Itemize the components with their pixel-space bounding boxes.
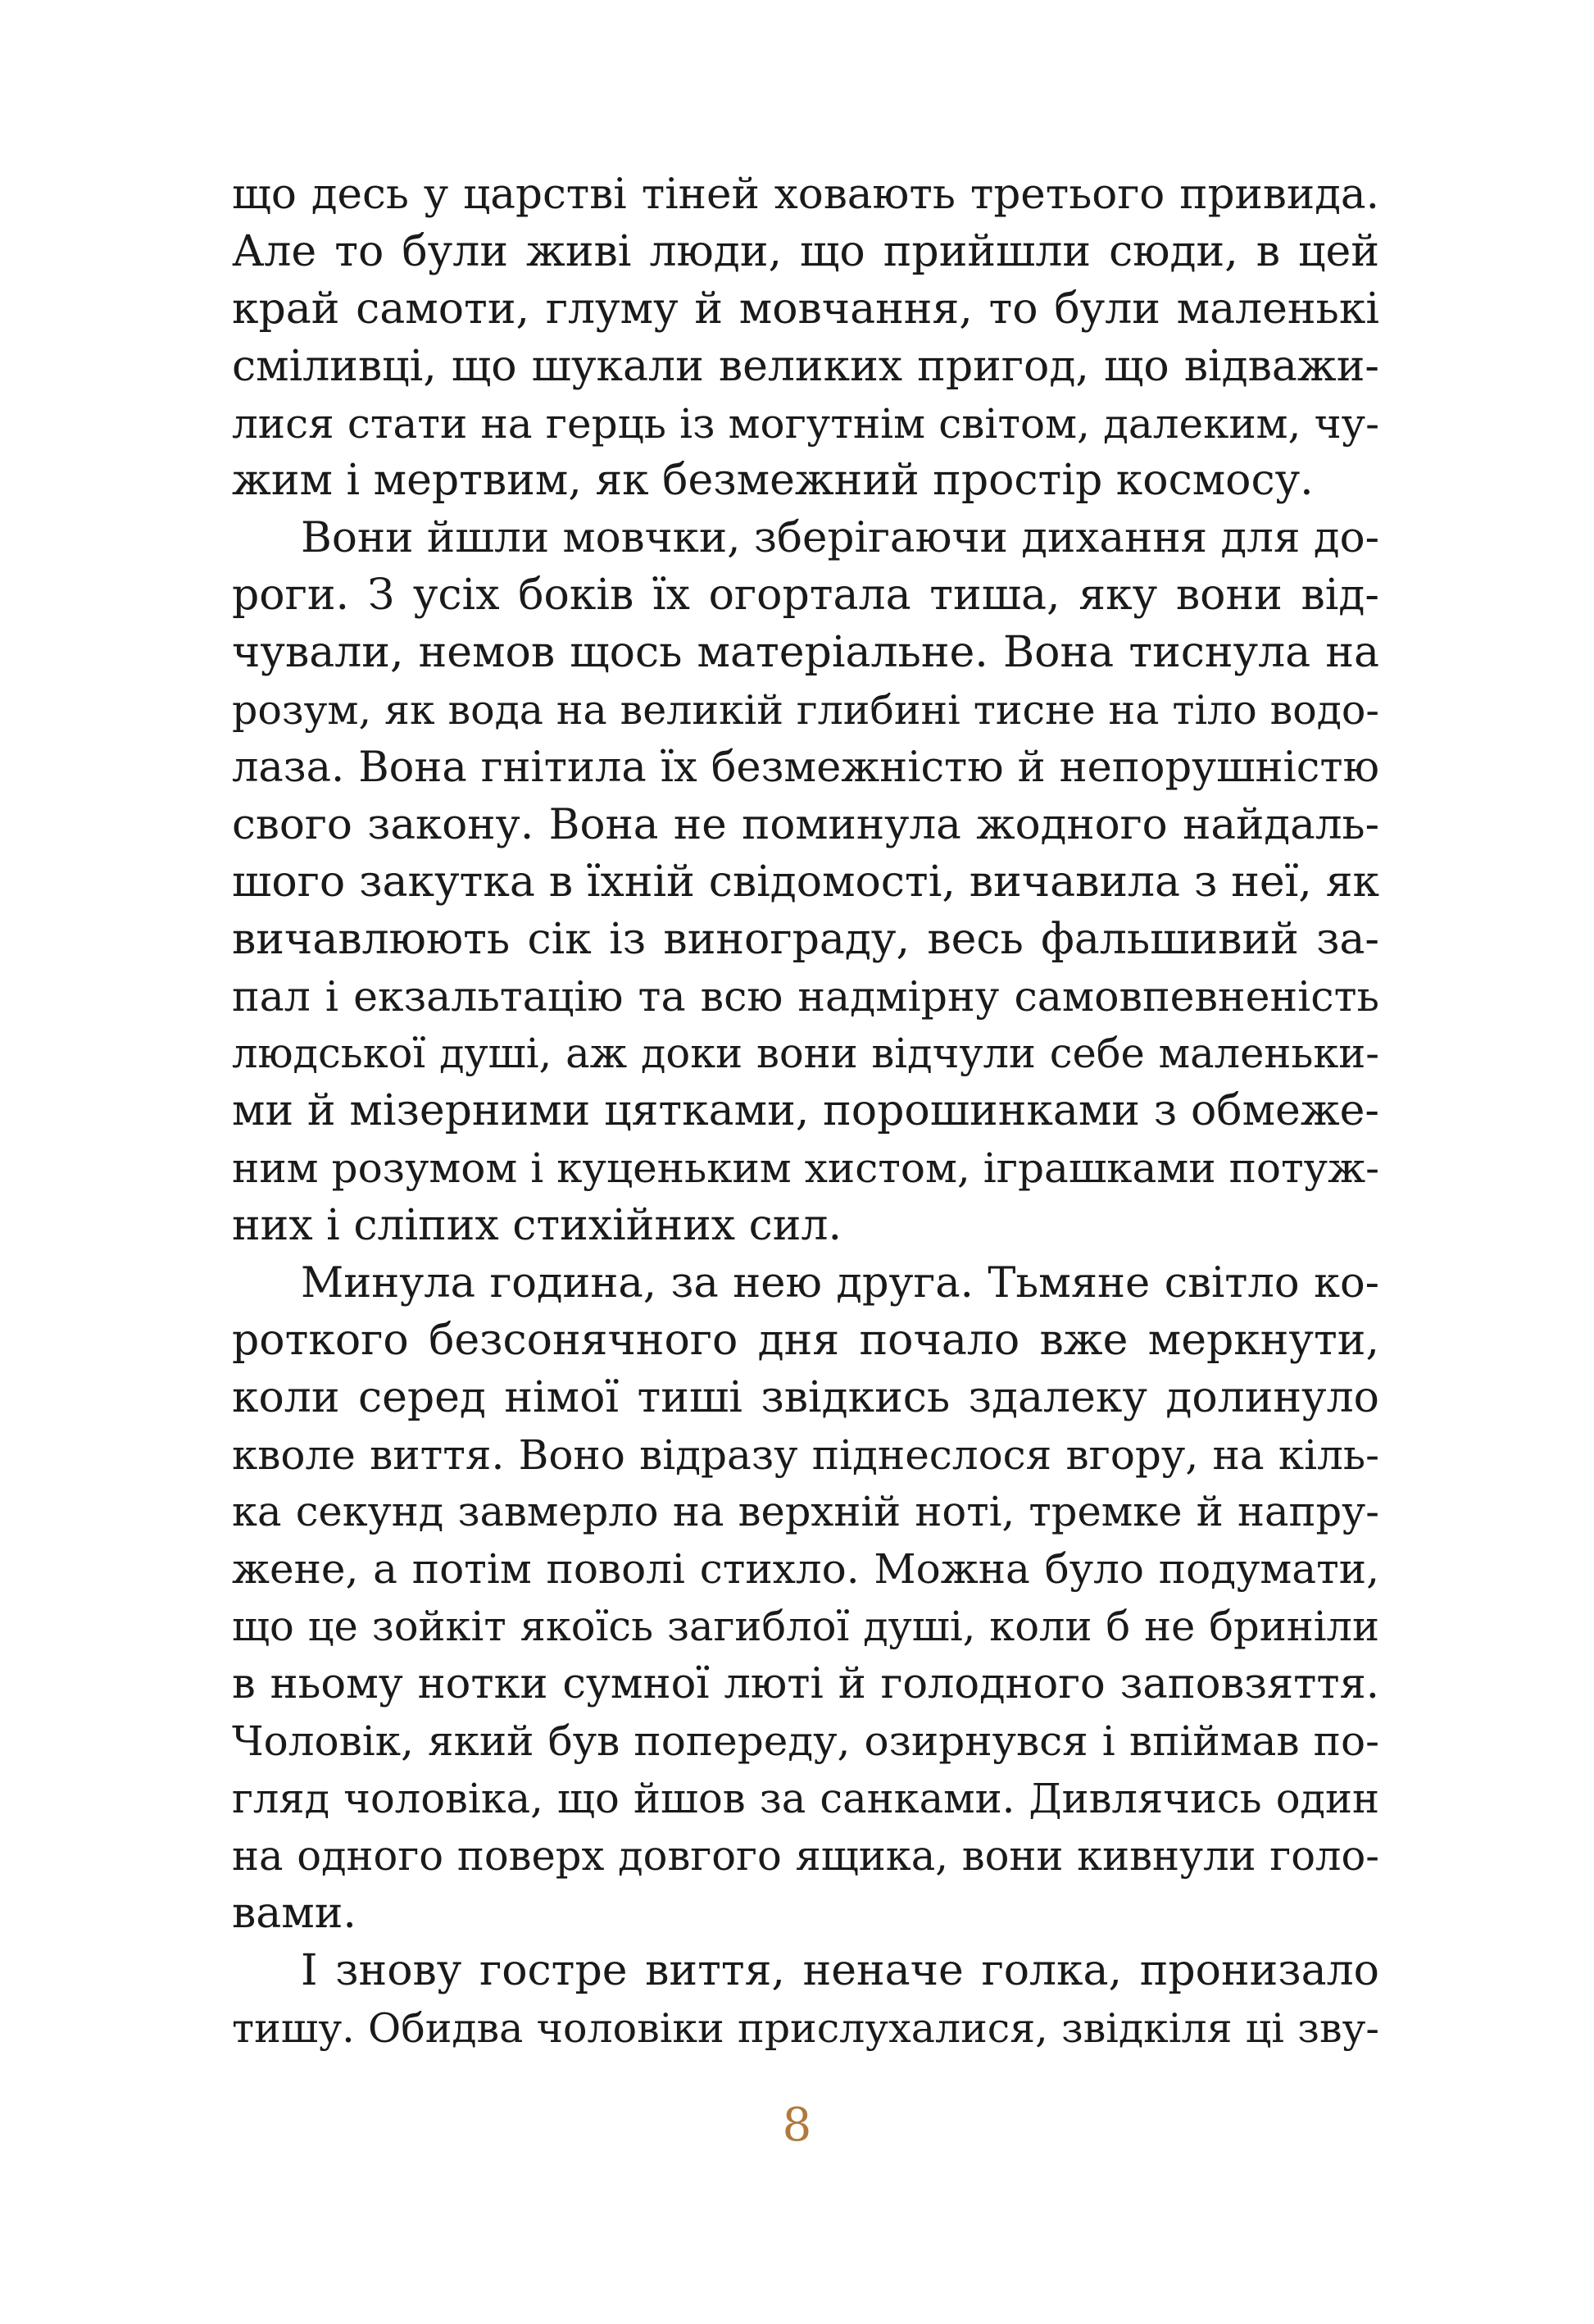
page-number: 8 [782, 2099, 812, 2152]
text-line: вами. [232, 1888, 356, 1938]
text-line: Вони йшли мовчки, зберігаючи дихання для до- [301, 513, 1379, 563]
text-line: Минула година, за нею друга. Тьмяне світло ко- [301, 1258, 1379, 1308]
text-line: кволе виття. Воно відразу піднеслося вгору, на кіль- [232, 1430, 1379, 1479]
text-line: ми й мізерними цятками, порошинками з обмеже- [232, 1086, 1379, 1136]
text-line: ка секунд завмерло на верхній ноті, тремке й напру- [232, 1488, 1379, 1536]
text-line: І знову гостре виття, неначе голка, пронизало [301, 1945, 1379, 1995]
text-line: край самоти, глуму й мовчання, то були маленькі [232, 284, 1379, 334]
text-line: Чоловік, який був попереду, озирнувся і впіймав по- [232, 1717, 1379, 1766]
text-line: жим і мертвим, як безмежний простір космосу. [232, 456, 1314, 506]
text-line: пал і екзальтацію та всю надмірну самовпевненість [232, 972, 1379, 1021]
text-line: сміливці, що шукали великих пригод, що відважи- [232, 341, 1379, 391]
text-line: що десь у царстві тіней ховають третього привида. [232, 170, 1379, 219]
text-line: лися стати на герць із могутнім світом, далеким, чу- [232, 399, 1379, 448]
text-line: людської душі, аж доки вони відчули себе маленьки- [232, 1030, 1379, 1078]
paragraph [232, 510, 1379, 1255]
text-line: свого закону. Вона не поминула жодного найдаль- [232, 799, 1379, 849]
text-line: роги. З усіх боків їх огортала тиша, яку вони від- [232, 571, 1379, 621]
text-line: них і сліпих стихійних сил. [232, 1201, 842, 1251]
paragraph [232, 166, 1379, 510]
paragraph [232, 1255, 1379, 1943]
text-line: що це зойкіт якоїсь загиблої душі, коли б не бриніли [232, 1603, 1379, 1651]
body-text [232, 166, 1379, 2057]
text-line: в ньому нотки сумної люті й голодного заповзяття. [232, 1660, 1379, 1709]
text-line: лаза. Вона гнітила їх безмежністю й непорушністю [232, 743, 1379, 792]
text-line: розум, як вода на великій глибині тисне на тіло водо- [232, 687, 1379, 734]
text-line: жене, а потім поволі стихло. Можна було подумати, [232, 1545, 1379, 1594]
text-line: на одного поверх довгого ящика, вони кивнули голо- [232, 1831, 1379, 1880]
text-line: коли серед німої тиші звідкись здалеку долинуло [232, 1372, 1379, 1422]
text-line: вичавлюють сік із винограду, весь фальшивий за- [232, 914, 1379, 964]
text-line: Але то були живі люди, що прийшли сюди, в цей [232, 226, 1379, 276]
text-line: роткого безсонячного дня почало вже меркнути, [232, 1315, 1379, 1365]
text-line: чували, немов щось матеріальне. Вона тиснула на [232, 628, 1379, 678]
text-line: гляд чоловіка, що йшов за санками. Дивлячись один [232, 1774, 1379, 1822]
text-line: шого закутка в їхній свідомості, вичавила з неї, як [232, 857, 1379, 907]
text-line: ним розумом і куценьким хистом, іграшками потуж- [232, 1144, 1379, 1193]
paragraph [232, 1943, 1379, 2058]
text-line: тишу. Обидва чоловіки прислухалися, звідкіля ці зву- [232, 2004, 1379, 2052]
